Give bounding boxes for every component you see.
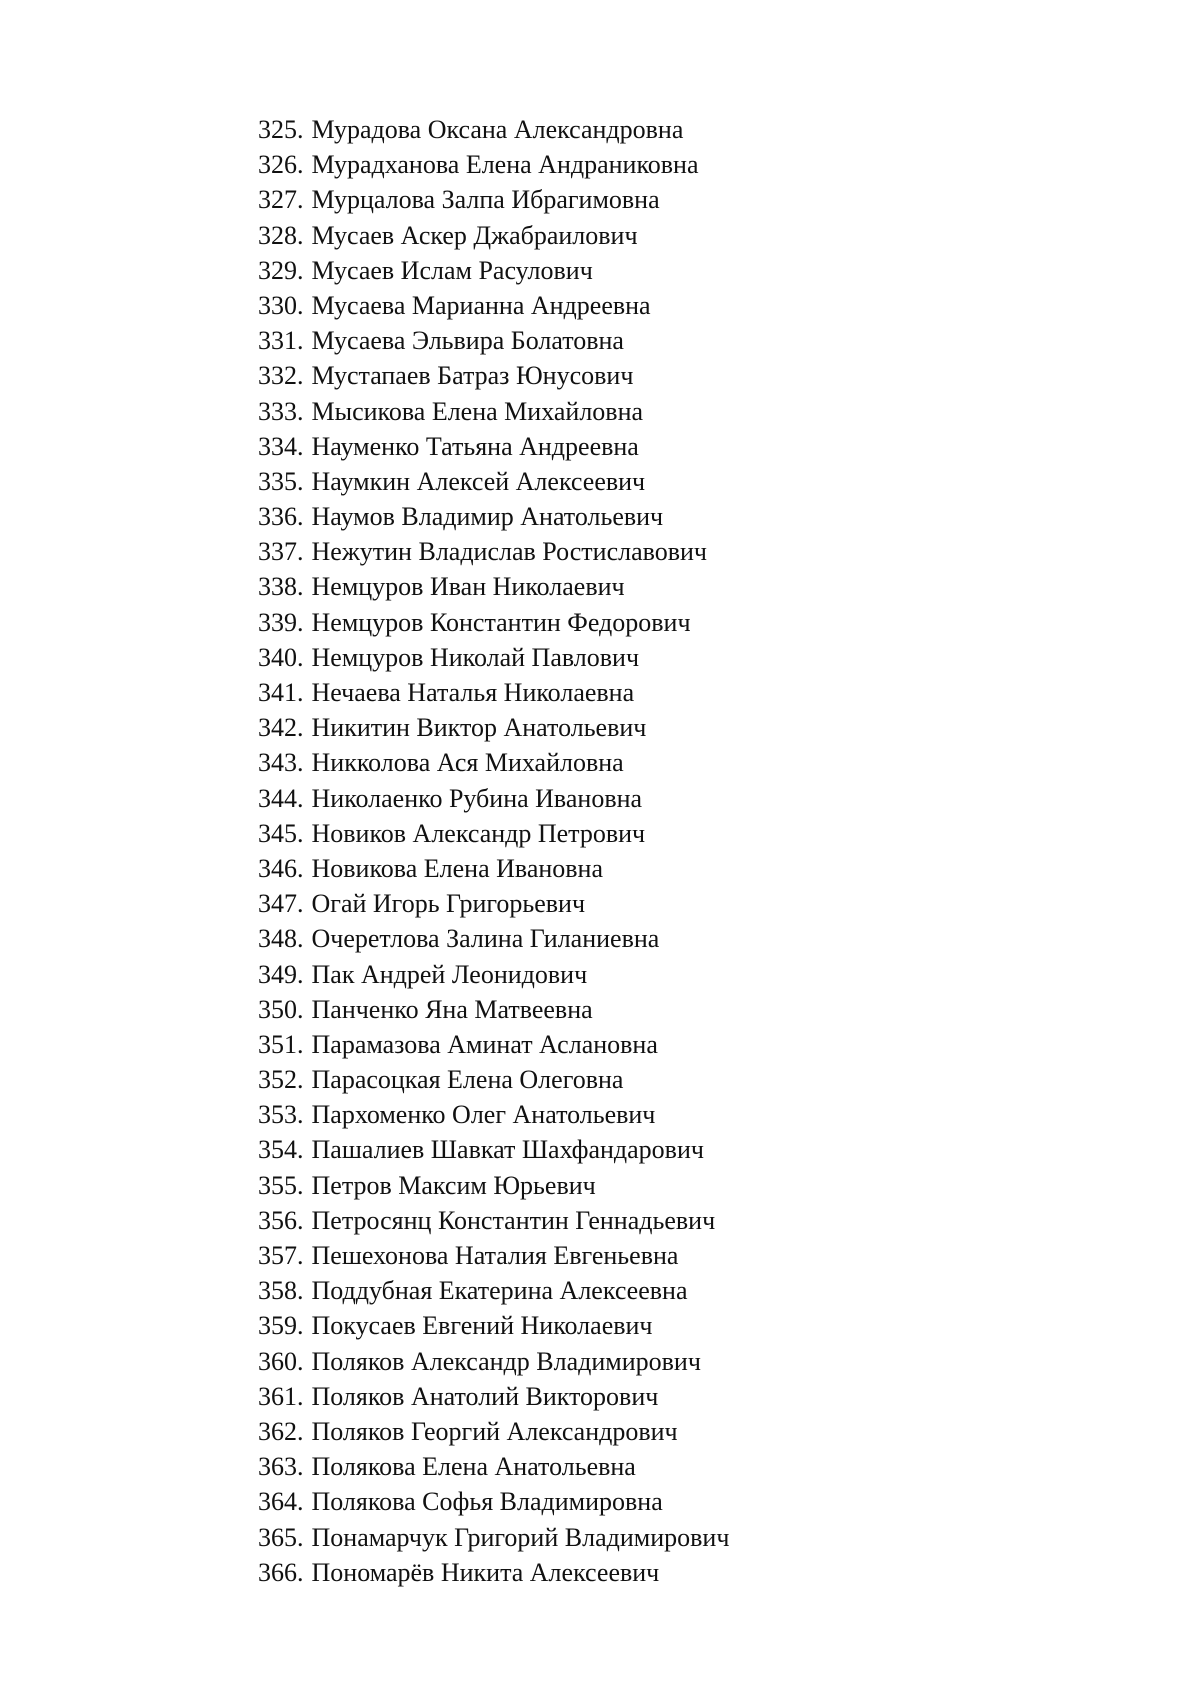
list-item (258, 781, 729, 816)
list-item (258, 957, 729, 992)
entry-number: 352. (258, 1065, 304, 1095)
entry-name: Нежутин Владислав Ростиславович (311, 537, 707, 567)
list-item (258, 1449, 729, 1484)
entry-number: 361. (258, 1381, 304, 1411)
list-item (258, 921, 729, 956)
entry-name: Наумкин Алексей Алексеевич (311, 466, 646, 496)
entry-name: Немцуров Константин Федорович (311, 607, 691, 637)
entry-name: Наумов Владимир Анатольевич (311, 502, 664, 532)
list-item (258, 1238, 729, 1273)
entry-number: 331. (258, 326, 304, 356)
entry-name: Панченко Яна Матвеевна (311, 994, 593, 1024)
entry-name: Мустапаев Батраз Юнусович (311, 361, 634, 391)
entry-number: 363. (258, 1452, 304, 1482)
list-item (258, 182, 729, 217)
entry-name: Немцуров Иван Николаевич (311, 572, 625, 602)
entry-number: 359. (258, 1311, 304, 1341)
entry-number: 356. (258, 1205, 304, 1235)
entry-number: 351. (258, 1029, 304, 1059)
entry-number: 343. (258, 748, 304, 778)
entry-name: Мусаев Ислам Расулович (311, 255, 593, 285)
list-item (258, 569, 729, 604)
entry-name: Поддубная Екатерина Алексеевна (311, 1276, 688, 1306)
entry-number: 333. (258, 396, 304, 426)
entry-number: 366. (258, 1557, 304, 1587)
entry-name: Огай Игорь Григорьевич (311, 889, 586, 919)
entry-name: Покусаев Евгений Николаевич (311, 1311, 653, 1341)
entry-name: Николаенко Рубина Ивановна (311, 783, 643, 813)
entry-number: 360. (258, 1346, 304, 1376)
list-item (258, 112, 729, 147)
list-item (258, 1520, 729, 1555)
list-item (258, 534, 729, 569)
entry-number: 364. (258, 1487, 304, 1517)
list-item (258, 1097, 729, 1132)
list-item (258, 429, 729, 464)
entry-name: Нечаева Наталья Николаевна (311, 678, 635, 707)
entry-number: 338. (258, 572, 304, 602)
entry-number: 345. (258, 818, 304, 848)
entry-number: 349. (258, 959, 304, 989)
entry-name: Мурцалова Залпа Ибрагимовна (311, 185, 660, 215)
entry-number: 354. (258, 1135, 304, 1165)
list-item (258, 1344, 729, 1379)
list-item (258, 253, 729, 288)
entry-name: Поляков Александр Владимирович (311, 1346, 701, 1376)
entry-number: 365. (258, 1522, 304, 1552)
entry-number: 332. (258, 361, 304, 391)
entry-number: 336. (258, 502, 304, 532)
entry-number: 326. (258, 150, 304, 180)
entry-name: Полякова Елена Анатольевна (311, 1452, 636, 1482)
entry-name: Мусаев Аскер Джабраилович (311, 220, 638, 250)
list-item (258, 886, 729, 921)
entry-name: Науменко Татьяна Андреевна (311, 431, 639, 461)
list-item (258, 1484, 729, 1519)
list-item (258, 640, 729, 675)
entry-number: 355. (258, 1170, 304, 1200)
entry-number: 337. (258, 537, 304, 567)
entry-name: Новикова Елена Ивановна (311, 853, 603, 883)
entry-name: Мусаева Эльвира Болатовна (311, 326, 624, 356)
list-item (258, 675, 729, 710)
entry-name: Мусаева Марианна Андреевна (311, 290, 651, 320)
entry-name: Мурадханова Елена Андраниковна (311, 150, 699, 180)
entry-number: 344. (258, 783, 304, 813)
entry-number: 340. (258, 642, 304, 672)
entry-name: Пархоменко Олег Анатольевич (311, 1100, 656, 1130)
entry-number: 329. (258, 255, 304, 285)
entry-name: Новиков Александр Петрович (311, 818, 646, 848)
list-item (258, 1379, 729, 1414)
entry-number: 325. (258, 115, 304, 144)
entry-name: Никколова Ася Михайловна (311, 748, 624, 778)
list-item (258, 1555, 729, 1590)
entry-number: 357. (258, 1241, 304, 1270)
list-item (258, 992, 729, 1027)
list-item (258, 851, 729, 886)
list-item (258, 1203, 729, 1238)
entry-name: Поляков Анатолий Викторович (311, 1381, 659, 1411)
entry-number: 358. (258, 1276, 304, 1306)
entry-name: Мысикова Елена Михайловна (311, 396, 644, 426)
list-item (258, 1273, 729, 1308)
list-item (258, 605, 729, 640)
list-item (258, 358, 729, 393)
entry-name: Мурадова Оксана Александровна (311, 115, 684, 144)
entry-number: 353. (258, 1100, 304, 1130)
entry-name: Парамазова Аминат Аслановна (311, 1029, 658, 1059)
list-item (258, 394, 729, 429)
list-item (258, 288, 729, 323)
entry-name: Пешехонова Наталия Евгеньевна (311, 1241, 679, 1270)
entry-name: Петров Максим Юрьевич (311, 1170, 596, 1200)
entry-name: Петросянц Константин Геннадьевич (311, 1205, 716, 1235)
list-item (258, 1168, 729, 1203)
entry-name: Полякова Софья Владимировна (311, 1487, 663, 1517)
list-item (258, 499, 729, 534)
entry-name: Парасоцкая Елена Олеговна (311, 1065, 624, 1095)
entry-number: 327. (258, 185, 304, 215)
entry-name: Никитин Виктор Анатольевич (311, 713, 647, 743)
entry-number: 362. (258, 1416, 304, 1446)
entry-name: Пак Андрей Леонидович (311, 959, 588, 989)
entry-name: Пашалиев Шавкат Шахфандарович (311, 1135, 704, 1165)
entry-number: 347. (258, 889, 304, 919)
entry-number: 350. (258, 994, 304, 1024)
list-item (258, 147, 729, 182)
entry-number: 348. (258, 924, 304, 954)
list-item (258, 745, 729, 780)
name-list (258, 112, 729, 1590)
entry-number: 335. (258, 466, 304, 496)
entry-number: 330. (258, 290, 304, 320)
list-item (258, 816, 729, 851)
list-item (258, 218, 729, 253)
entry-number: 346. (258, 853, 304, 883)
entry-number: 328. (258, 220, 304, 250)
list-item (258, 1062, 729, 1097)
list-item (258, 1027, 729, 1062)
entry-number: 341. (258, 678, 304, 707)
list-item (258, 323, 729, 358)
list-item (258, 1132, 729, 1167)
list-item (258, 1414, 729, 1449)
entry-number: 334. (258, 431, 304, 461)
entry-name: Пономарёв Никита Алексеевич (311, 1557, 660, 1587)
entry-name: Понамарчук Григорий Владимирович (311, 1522, 730, 1552)
entry-name: Поляков Георгий Александрович (311, 1416, 678, 1446)
entry-name: Немцуров Николай Павлович (311, 642, 640, 672)
list-item (258, 1308, 729, 1343)
list-item (258, 710, 729, 745)
entry-number: 342. (258, 713, 304, 743)
entry-name: Очеретлова Залина Гиланиевна (311, 924, 660, 954)
list-item (258, 464, 729, 499)
entry-number: 339. (258, 607, 304, 637)
